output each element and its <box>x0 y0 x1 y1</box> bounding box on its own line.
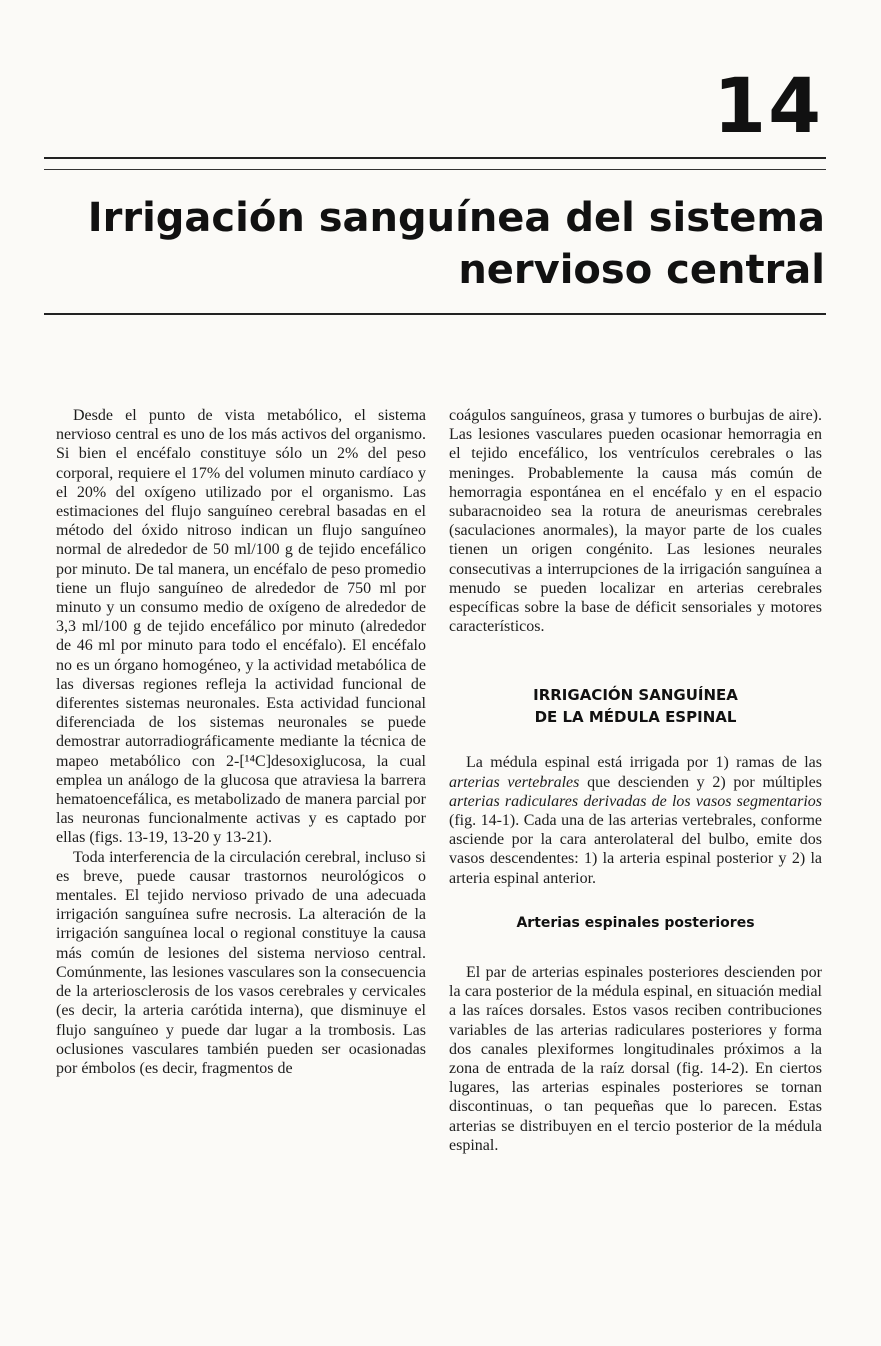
section-heading <box>449 684 822 728</box>
chapter-title: Irrigación sanguínea del sistema nervioso central <box>87 195 825 293</box>
section-heading-line: IRRIGACIÓN SANGUÍNEA <box>533 686 738 705</box>
subsection-heading: Arterias espinales posteriores <box>516 914 755 931</box>
text-run: (fig. 14-1). Cada una de las arterias vertebrales, conforme asciende por la cara anterolateral del bulbo, emite dos vasos descendentes: 1) la arteria espinal posterior y 2) la arteria espinal anterior. <box>449 812 822 887</box>
body-paragraph <box>449 753 822 887</box>
top-rule-lower <box>44 169 826 170</box>
italic-term: arterias radiculares derivadas de los vasos segmentarios <box>449 792 822 810</box>
bottom-title-rule <box>44 313 826 315</box>
right-column <box>449 406 822 1155</box>
italic-term: arterias vertebrales <box>449 773 580 791</box>
body-paragraph: El par de arterias espinales posteriores descienden por la cara posterior de la médula espinal, en situación medial a las raíces dorsales. Estos vasos reciben contribuciones variables de las arterias radiculares posteriores y forma dos canales plexiformes longitudinales próximos a la zona de entrada de la raíz dorsal (fig. 14-2). En ciertos lugares, las arterias espinales posteriores se tornan discontinuas, o tan pequeñas que lo parecen. Estas arterias se distribuyen en el tercio posterior de la médula espinal. <box>449 964 822 1154</box>
body-paragraph: Desde el punto de vista metabólico, el sistema nervioso central es uno de los más activos del organismo. Si bien el encéfalo constituye sólo un 2% del peso corporal, requiere el 17% del volumen minuto cardíaco y el 20% del oxígeno utilizado por el organismo. Las estimaciones del flujo sanguíneo cerebral basadas en el método del óxido nitroso indican un flujo sanguíneo normal de alrededor de 50 ml/100 g de tejido encefálico por minuto. De tal manera, un encéfalo de peso promedio tiene un flujo sanguíneo de alrededor de 750 ml por minuto y un consumo medio de oxígeno de alrededor de 3,3 ml/100 g de tejido encefálico por minuto (alrededor de 46 ml por minuto para todo el encéfalo). El encéfalo no es un órgano homogéneo, y la actividad metabólica de las diversas regiones refleja la actividad funcional de diferentes sistemas neuronales. Esta actividad funcional diferenciada de los sistemas neuronales se puede demostrar autorradiográficamente mediante la técnica de mapeo metabólico con 2-[¹⁴C]desoxiglucosa, la cual emplea un análogo de la glucosa que atraviesa la barrera hematoencefálica, es metabolizado de manera parcial por las neuronas funcionalmente activas y es captado por ellas (figs. 13-19, 13-20 y 13-21). <box>56 407 426 847</box>
body-paragraph: Toda interferencia de la circulación cerebral, incluso si es breve, puede causar trastornos neurológicos o mentales. El tejido nervioso privado de una adecuada irrigación sanguínea sufre necrosis. La alteración de la irrigación sanguínea local o regional constituye la causa más común de lesiones del sistema nervioso central. Comúnmente, las lesiones vasculares son la consecuencia de la arteriosclerosis de los vasos cerebrales y cervicales (es decir, la arteria carótida interna), que disminuye el flujo sanguíneo y puede dar lugar a la trombosis. Las oclusiones vasculares también pueden ser ocasionadas por émbolos (es decir, fragmentos de <box>56 848 426 1077</box>
body-paragraph: coágulos sanguíneos, grasa y tumores o burbujas de aire). Las lesiones vasculares pueden ocasionar hemorragia en el tejido encefálico, los ventrículos cerebrales o las meninges. Probablemente la causa más común de hemorragia espontánea en el encéfalo y en el espacio subaracnoideo sea la rotura de aneurismas cerebrales (saculaciones anormales), la mayor parte de los cuales tienen un origen congénito. Las lesiones neurales consecutivas a interrupciones de la irrigación sanguínea a menudo se pueden localizar en arterias cerebrales específicas sobre la base de déficit sensoriales y motores característicos. <box>449 407 822 636</box>
top-rule-upper <box>44 157 826 159</box>
chapter-number: 14 <box>713 61 823 150</box>
section-heading-line: DE LA MÉDULA ESPINAL <box>534 708 737 727</box>
left-column <box>56 406 426 1078</box>
text-run: La médula espinal está irrigada por 1) ramas de las <box>466 754 822 772</box>
text-run: que descienden y 2) por múltiples <box>579 773 822 791</box>
